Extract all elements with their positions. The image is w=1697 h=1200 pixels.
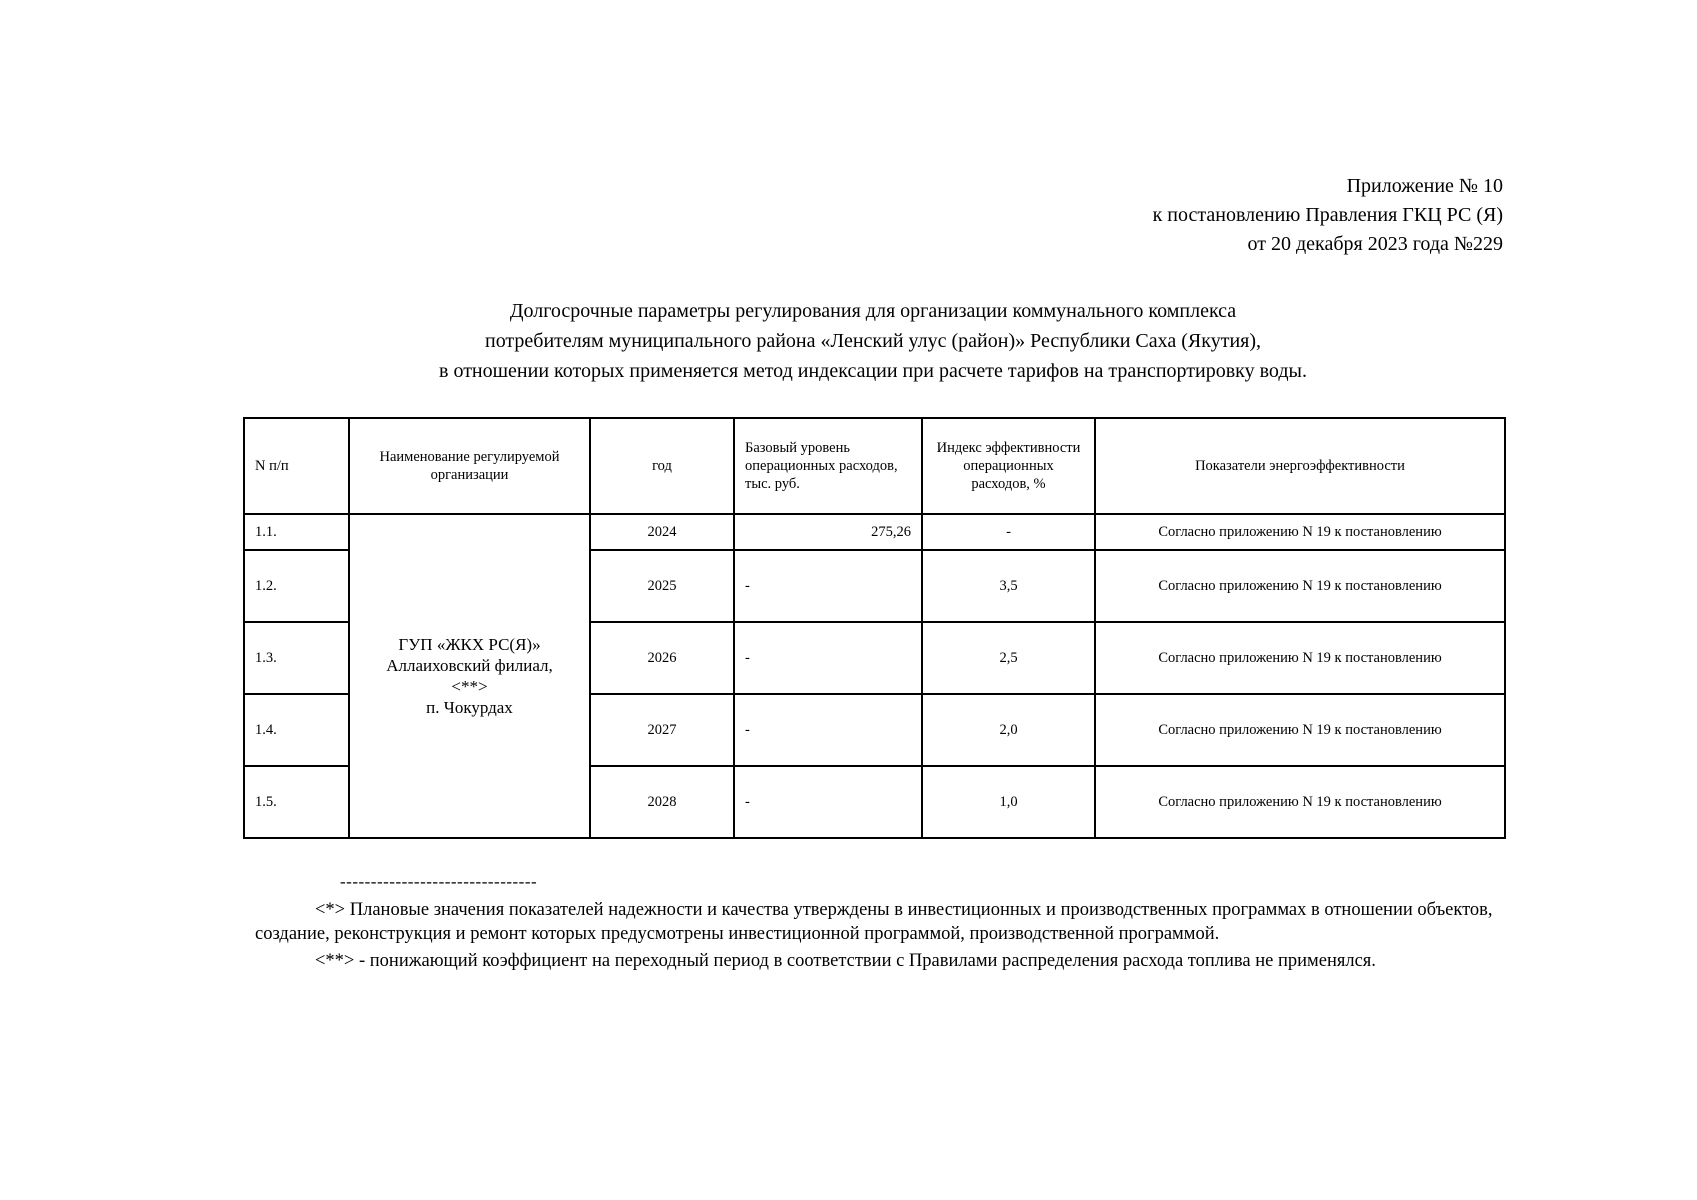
row-num: 1.3.: [244, 622, 349, 694]
row-num: 1.5.: [244, 766, 349, 838]
parameters-table: [243, 417, 1506, 839]
org-name: ГУП «ЖКХ РС(Я)»: [398, 635, 541, 654]
row-base-level: -: [734, 550, 922, 622]
appendix-header: [1153, 172, 1503, 259]
footnotes: [255, 898, 1505, 976]
title-line-2: потребителям муниципального района «Ленский улус (район)» Республики Саха (Якутия),: [484, 330, 1261, 352]
org-location: п. Чокурдах: [426, 698, 513, 717]
row-num: 1.1.: [244, 514, 349, 550]
row-energy: Согласно приложению N 19 к постановлению: [1095, 766, 1505, 838]
row-efficiency-index: 3,5: [922, 550, 1095, 622]
title-line-3: в отношении которых применяется метод индексации при расчете тарифов на транспортировку воды.: [439, 360, 1307, 382]
row-energy: Согласно приложению N 19 к постановлению: [1095, 514, 1505, 550]
header-energy-indicators: Показатели энергоэффективности: [1095, 418, 1505, 514]
row-year: 2028: [590, 766, 734, 838]
footnote-1: <*> Плановые значения показателей надежности и качества утверждены в инвестиционных и производственных программах в отношении объектов, создание, реконструкция и ремонт которых предусмотрены инвестиционной программой, производственной программой.: [255, 900, 1493, 944]
organization-cell: [349, 514, 590, 838]
table-header-row: [244, 418, 1505, 514]
header-year: год: [590, 418, 734, 514]
header-base-level: Базовый уровень операционных расходов, тыс. руб.: [734, 418, 922, 514]
row-year: 2027: [590, 694, 734, 766]
appendix-date: от 20 декабря 2023 года №229: [1247, 233, 1503, 255]
row-base-level: 275,26: [734, 514, 922, 550]
footnote-separator: --------------------------------: [340, 872, 538, 891]
header-org: Наименование регулируемой организации: [349, 418, 590, 514]
row-year: 2026: [590, 622, 734, 694]
row-energy: Согласно приложению N 19 к постановлению: [1095, 694, 1505, 766]
row-efficiency-index: 2,0: [922, 694, 1095, 766]
row-base-level: -: [734, 766, 922, 838]
table-row: [244, 514, 1505, 550]
header-efficiency-index: Индекс эффективности операционных расходов, %: [922, 418, 1095, 514]
row-num: 1.2.: [244, 550, 349, 622]
row-energy: Согласно приложению N 19 к постановлению: [1095, 550, 1505, 622]
row-year: 2025: [590, 550, 734, 622]
header-num: N п/п: [244, 418, 349, 514]
org-footnote-ref: <**>: [451, 677, 488, 696]
appendix-resolution-ref: к постановлению Правления ГКЦ РС (Я): [1152, 204, 1503, 226]
row-efficiency-index: 2,5: [922, 622, 1095, 694]
row-efficiency-index: -: [922, 514, 1095, 550]
org-branch: Аллаиховский филиал,: [386, 656, 553, 675]
row-energy: Согласно приложению N 19 к постановлению: [1095, 622, 1505, 694]
row-base-level: -: [734, 694, 922, 766]
row-num: 1.4.: [244, 694, 349, 766]
title-line-1: Долгосрочные параметры регулирования для организации коммунального комплекса: [509, 300, 1237, 322]
row-base-level: -: [734, 622, 922, 694]
footnote-2: <**> - понижающий коэффициент на переходный период в соответствии с Правилами распределения расхода топлива не применялся.: [315, 951, 1376, 971]
row-year: 2024: [590, 514, 734, 550]
document-title: [242, 296, 1504, 386]
row-efficiency-index: 1,0: [922, 766, 1095, 838]
appendix-number: Приложение № 10: [1346, 175, 1503, 197]
